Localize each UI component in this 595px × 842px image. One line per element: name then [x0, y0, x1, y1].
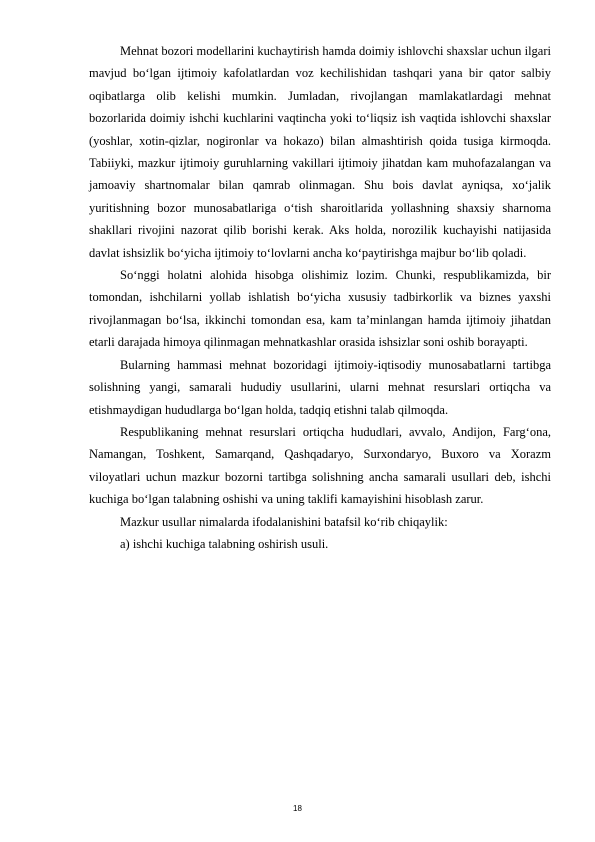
body-text	[89, 40, 551, 555]
page-number: 18	[293, 804, 302, 813]
paragraph-6: a) ishchi kuchiga talabning oshirish usuli.	[120, 536, 329, 551]
paragraph-4: Respublikaning mehnat resurslari ortiqcha hududlari, avvalo, Andijon, Farg‘ona, Namangan, Toshkent, Samarqand, Qashqadaryo, Surxondaryo, Buxoro va Xorazm viloyatlari uchun mazkur bozorni tartibga solishning ancha samarali usullari deb, ishchi kuchiga bo‘lgan talabning oshishi va uning taklifi kamayishini hisoblash zarur.	[89, 424, 551, 507]
paragraph-3: Bularning hammasi mehnat bozoridagi ijtimoiy-iqtisodiy munosabatlarni tartibga solishning yangi, samarali hududiy usullarini, ularni mehnat resurslari ortiqcha va etishmaydigan hududlarga bo‘lgan holda, tadqiq etishni talab qilmoqda.	[89, 357, 551, 417]
paragraph-2: So‘nggi holatni alohida hisobga olishimiz lozim. Chunki, respublikamizda, bir tomondan, ishchilarni yollab ishlatish bo‘yicha xususiy tadbirkorlik va biznes yaxshi rivojlanmagan bo‘lsa, ikkinchi tomondan esa, kam ta’minlangan hamda ijtimoiy jihatdan etarli darajada himoya qilinmagan mehnatkashlar orasida ishsizlar soni oshib borayapti.	[89, 268, 551, 350]
paragraph-1: Mehnat bozori modellarini kuchaytirish hamda doimiy ishlovchi shaxslar uchun ilgari mavjud bo‘lgan ijtimoiy kafolatlardan voz kechilishidan tashqari yana bir qator salbiy oqibatlarga olib kelishi mumkin. Jumladan, rivojlangan mamlakatlardagi mehnat bozorlarida doimiy ishchi kuchlarini vaqtincha yoki to‘liqsiz ish vaqtida ishlovchi shaxslar (yoshlar, xotin-qizlar, nogironlar va hokazo) bilan almashtirish qoida tusiga kirmoqda. Tabiiyki, mazkur ijtimoiy guruhlarning vakillari ijtimoiy jihatdan kam muhofazalangan va jamoaviy shartnomalar bilan qamrab olinmagan. Shu bois davlat ayniqsa, xo‘jalik yuritishning bozor munosabatlariga o‘tish sharoitlarida yollashning shaxsiy sharnoma shakllari rivojini nazorat qilib borishi kerak. Aks holda, norozilik kuchayishi natijasida davlat ishsizlik bo‘yicha ijtimoiy to‘lovlarni ancha ko‘paytirishga majbur bo‘lib qoladi.	[89, 44, 551, 260]
paragraph-5: Mazkur usullar nimalarda ifodalanishini batafsil ko‘rib chiqaylik:	[120, 514, 448, 529]
